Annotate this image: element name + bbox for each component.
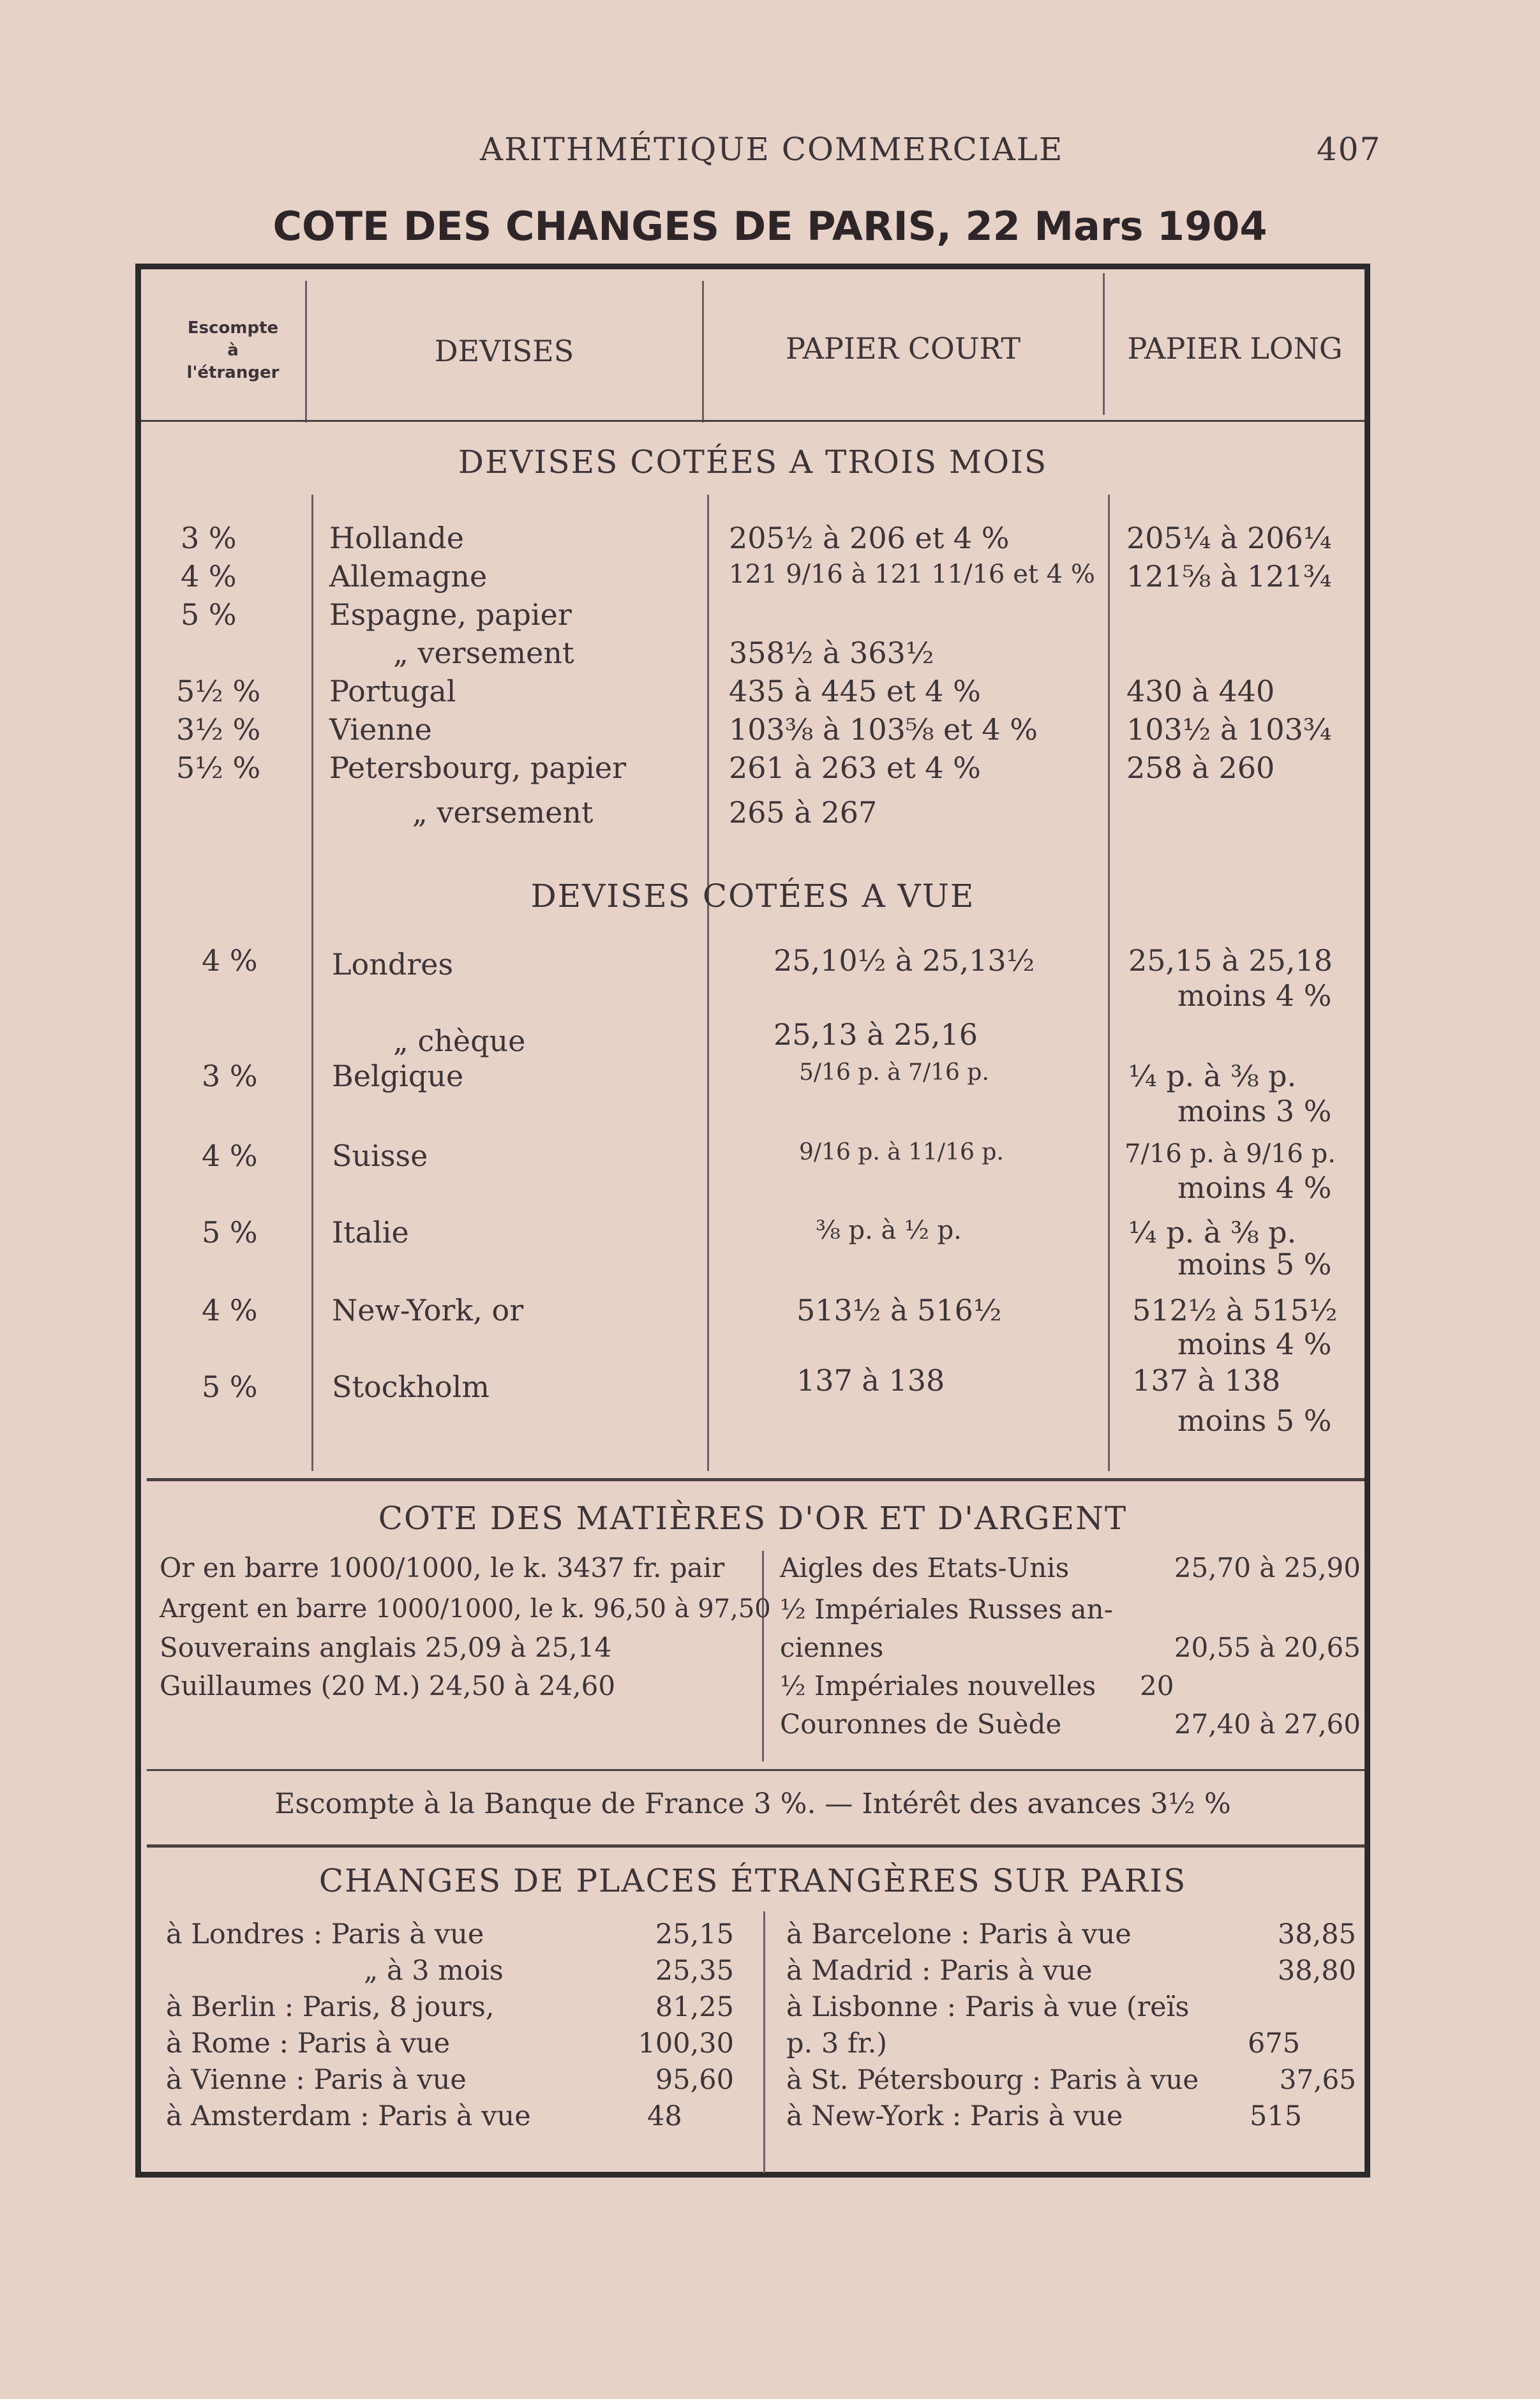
metal-label: ½ Impériales nouvelles (780, 1670, 1096, 1701)
metal-label: ½ Impériales Russes an- (780, 1594, 1113, 1625)
escompte-rate: 5½ % (176, 674, 261, 708)
metal-label: Couronnes de Suède (780, 1708, 1062, 1740)
metal-quote: Argent en barre 1000/1000, le k. 96,50 à 97,50 (160, 1594, 771, 1624)
foreign-rate: 38,80 (1277, 1955, 1356, 1987)
court-rate: 25,10½ à 25,13½ (774, 943, 1035, 978)
foreign-rate: 48 (647, 2100, 682, 2132)
section-heading-three-months: DEVISES COTÉES A TROIS MOIS (458, 444, 1048, 481)
currency-name: Londres (332, 947, 454, 982)
metal-quote: Guillaumes (20 M.) 24,50 à 24,60 (160, 1670, 616, 1701)
metal-quote: Or en barre 1000/1000, le k. 3437 fr. pair (160, 1552, 725, 1583)
col-header-papier-long: PAPIER LONG (1127, 331, 1343, 366)
foreign-place: à Barcelone : Paris à vue (786, 1918, 1132, 1950)
metal-value: 27,40 à 27,60 (1174, 1708, 1361, 1740)
foreign-place: à Vienne : Paris à vue (166, 2064, 467, 2096)
court-rate: 265 à 267 (729, 795, 878, 830)
currency-name: New-York, or (332, 1293, 524, 1327)
currency-name: Italie (332, 1215, 409, 1250)
divider (147, 1844, 1364, 1848)
foreign-rate: 100,30 (638, 2028, 734, 2059)
currency-name: Belgique (332, 1059, 464, 1093)
court-rate: 25,13 à 25,16 (774, 1017, 978, 1052)
divider (762, 1551, 764, 1761)
escompte-rate: 4 % (202, 1139, 258, 1173)
long-rate: ¼ p. à ⅜ p. (1128, 1059, 1297, 1093)
court-rate: 513½ à 516½ (796, 1293, 1002, 1327)
court-rate: 121 9/16 à 121 11/16 et 4 % (729, 560, 1095, 589)
foreign-place: à New-York : Paris à vue (786, 2100, 1123, 2132)
escompte-rate: 5½ % (176, 751, 261, 785)
metal-value: 20,55 à 20,65 (1174, 1632, 1361, 1663)
foreign-rate: 81,25 (655, 1991, 734, 2023)
court-rate: 9/16 p. à 11/16 p. (799, 1139, 1004, 1165)
page-title: COTE DES CHANGES DE PARIS, 22 Mars 1904 (273, 203, 1267, 250)
divider (1108, 495, 1110, 1471)
foreign-rate: 25,15 (655, 1918, 734, 1950)
col-header-papier-court: PAPIER COURT (785, 331, 1021, 366)
divider (147, 1769, 1364, 1771)
foreign-place: „ à 3 mois (364, 1955, 504, 1987)
col-header-devises: DEVISES (434, 334, 574, 368)
metal-value: 25,70 à 25,90 (1174, 1552, 1361, 1583)
foreign-place: à Londres : Paris à vue (166, 1918, 484, 1950)
divider (702, 281, 704, 422)
escompte-rate: 5 % (202, 1370, 258, 1404)
court-rate: 5/16 p. à 7/16 p. (799, 1059, 989, 1086)
long-rate: 103½ à 103¾ (1126, 712, 1332, 747)
foreign-rate: 675 (1248, 2028, 1301, 2059)
escompte-rate: 5 % (181, 597, 237, 632)
foreign-rate: 95,60 (655, 2064, 734, 2096)
foreign-rate: 25,35 (655, 1955, 734, 1987)
long-rate: 430 à 440 (1126, 674, 1275, 708)
section-heading-foreign: CHANGES DE PLACES ÉTRANGÈRES SUR PARIS (318, 1862, 1187, 1899)
escompte-rate: 4 % (202, 1293, 258, 1327)
escompte-rate: 3½ % (176, 712, 261, 747)
currency-name: Stockholm (332, 1370, 490, 1404)
long-rate: 137 à 138 (1132, 1363, 1281, 1398)
currency-name: Allemagne (329, 559, 488, 594)
escompte-rate: 4 % (202, 943, 258, 978)
court-rate: 261 à 263 et 4 % (729, 751, 981, 785)
currency-name: Vienne (329, 712, 432, 747)
foreign-place: à Berlin : Paris, 8 jours, (166, 1991, 495, 2023)
metal-value: 20 (1140, 1670, 1174, 1701)
divider (707, 495, 709, 1471)
long-rate: ¼ p. à ⅜ p. (1128, 1215, 1297, 1250)
foreign-rate: 515 (1250, 2100, 1303, 2132)
long-rate: 205¼ à 206¼ (1126, 521, 1332, 555)
page-number: 407 (1317, 131, 1382, 168)
foreign-place: à Madrid : Paris à vue (786, 1955, 1093, 1987)
long-rate-discount: moins 4 % (1177, 1170, 1332, 1205)
col-header-escompte: Escompte à l'étranger (186, 318, 280, 383)
foreign-place: à Amsterdam : Paris à vue (166, 2100, 531, 2132)
court-rate: 358½ à 363½ (729, 636, 934, 670)
divider (763, 1911, 765, 2173)
bank-discount-note: Escompte à la Banque de France 3 %. — Intérêt des avances 3½ % (274, 1788, 1231, 1820)
currency-name: Hollande (329, 521, 464, 555)
court-rate: 435 à 445 et 4 % (729, 674, 981, 708)
escompte-rate: 5 % (202, 1215, 258, 1250)
long-rate: 258 à 260 (1126, 751, 1275, 785)
court-rate: 103⅜ à 103⅝ et 4 % (729, 712, 1038, 747)
court-rate: ⅜ p. à ½ p. (816, 1216, 962, 1245)
metal-label: Aigles des Etats-Unis (780, 1552, 1070, 1583)
long-rate-discount: moins 4 % (1177, 978, 1332, 1013)
section-heading-sight: DEVISES COTÉES A VUE (530, 878, 975, 915)
metal-label: ciennes (780, 1632, 884, 1663)
currency-name: Suisse (332, 1139, 428, 1173)
section-heading-metals: COTE DES MATIÈRES D'OR ET D'ARGENT (378, 1500, 1128, 1537)
long-rate: 7/16 p. à 9/16 p. (1125, 1139, 1336, 1169)
long-rate-discount: moins 5 % (1177, 1247, 1332, 1282)
long-rate-discount: moins 4 % (1177, 1327, 1332, 1361)
running-title: ARITHMÉTIQUE COMMERCIALE (480, 131, 1064, 168)
foreign-place: à Lisbonne : Paris à vue (reïs (786, 1991, 1190, 2023)
escompte-rate: 4 % (181, 559, 237, 594)
foreign-place: à St. Pétersbourg : Paris à vue (786, 2064, 1199, 2095)
court-rate: 137 à 138 (796, 1363, 945, 1398)
foreign-place: p. 3 fr.) (786, 2028, 888, 2059)
court-rate: 205½ à 206 et 4 % (729, 521, 1010, 555)
currency-name: Espagne, papier (329, 597, 572, 632)
long-rate: 121⅝ à 121¾ (1126, 559, 1332, 594)
long-rate-discount: moins 5 % (1177, 1403, 1332, 1438)
divider (305, 281, 307, 422)
currency-name: Portugal (329, 674, 456, 708)
divider (147, 1478, 1364, 1481)
long-rate: 512½ à 515½ (1132, 1293, 1338, 1327)
escompte-rate: 3 % (181, 521, 237, 555)
divider (141, 420, 1364, 422)
currency-name: Petersbourg, papier (329, 751, 627, 785)
escompte-rate: 3 % (202, 1059, 258, 1093)
long-rate-discount: moins 3 % (1177, 1094, 1332, 1128)
metal-quote: Souverains anglais 25,09 à 25,14 (160, 1632, 612, 1663)
divider (1103, 273, 1105, 415)
currency-name: „ versement (412, 795, 594, 830)
divider (311, 495, 313, 1471)
foreign-rate: 38,85 (1277, 1918, 1356, 1950)
long-rate: 25,15 à 25,18 (1128, 943, 1333, 978)
currency-name: „ versement (393, 636, 574, 670)
foreign-place: à Rome : Paris à vue (166, 2028, 451, 2059)
currency-name: „ chèque (393, 1024, 526, 1058)
foreign-rate: 37,65 (1279, 2064, 1356, 2095)
